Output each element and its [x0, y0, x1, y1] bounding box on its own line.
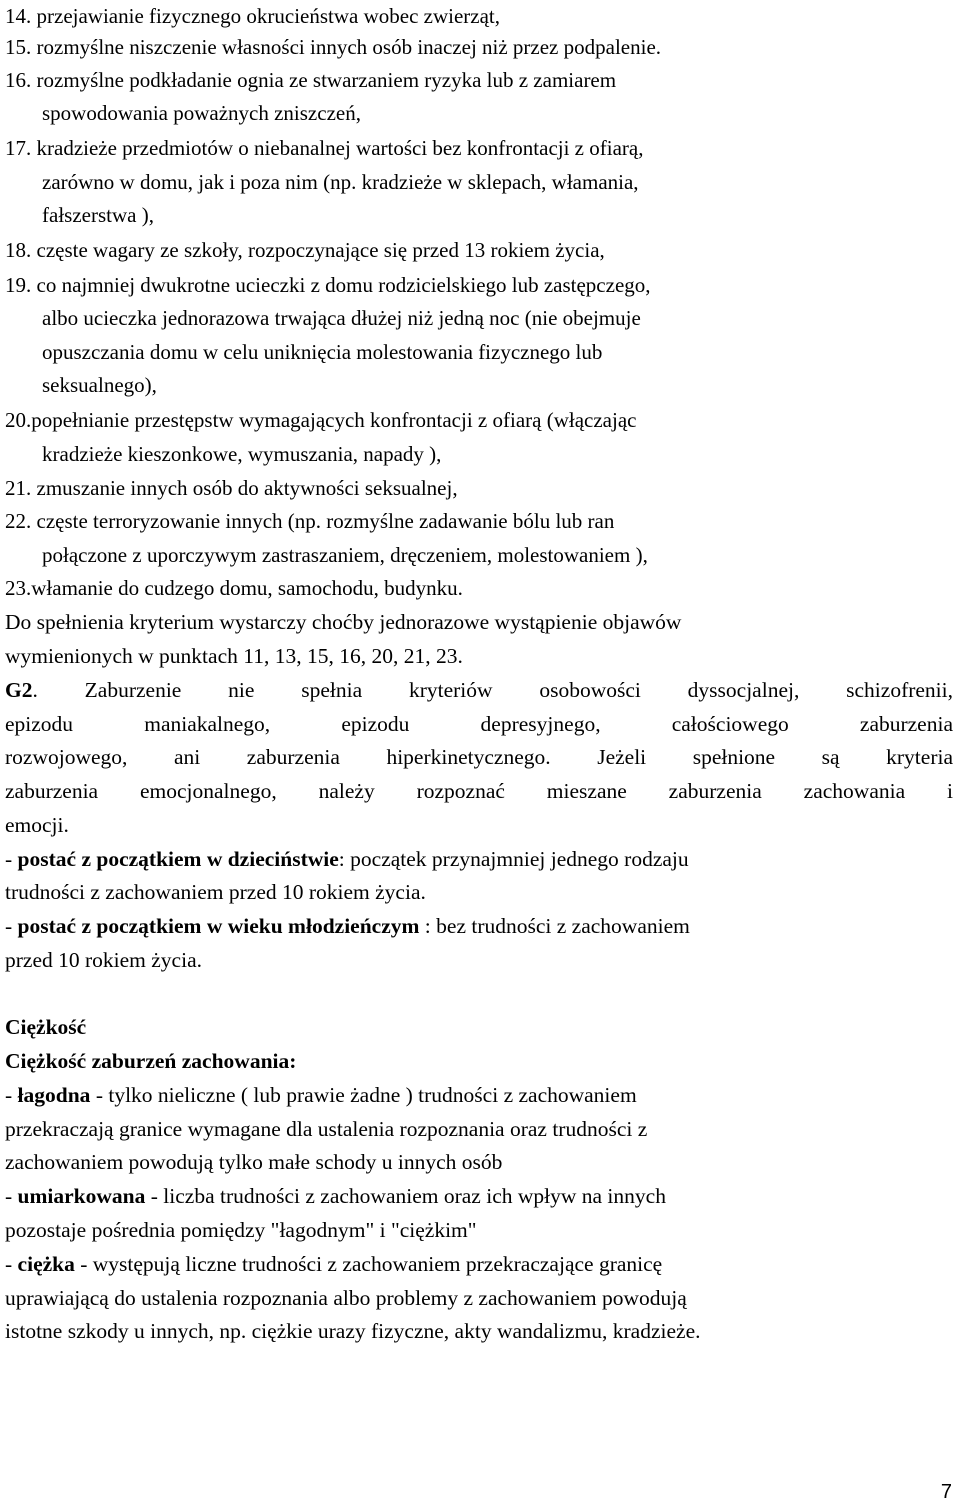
- onset-adolescent-term: postać z początkiem w wieku młodzieńczym: [17, 914, 420, 938]
- onset-childhood-cont: trudności z zachowaniem przed 10 rokiem życia.: [5, 880, 426, 904]
- list-item-17-cont: fałszerstwa ),: [42, 203, 154, 227]
- g2-paragraph-line: epizodu maniakalnego, epizodu depresyjnego, całościowego zaburzenia: [5, 712, 953, 736]
- list-item-19: 19. co najmniej dwukrotne ucieczki z domu rodzicielskiego lub zastępczego,: [5, 273, 651, 297]
- severity-severe-term: ciężka: [17, 1252, 75, 1276]
- list-item-19-cont: opuszczania domu w celu uniknięcia molestowania fizycznego lub: [42, 340, 603, 364]
- severity-mild-cont: zachowaniem powodują tylko małe schody u innych osób: [5, 1150, 503, 1174]
- severity-subheading: Ciężkość zaburzeń zachowania:: [5, 1049, 297, 1073]
- g2-paragraph-line: zaburzenia emocjonalnego, należy rozpoznać mieszane zaburzenia zachowania i: [5, 779, 953, 803]
- g2-paragraph-line: emocji.: [5, 813, 69, 837]
- severity-mild: - łagodna - tylko nieliczne ( lub prawie żadne ) trudności z zachowaniem: [5, 1083, 637, 1107]
- list-item-19-cont: seksualnego),: [42, 373, 157, 397]
- list-item-20: 20.popełnianie przestępstw wymagających konfrontacji z ofiarą (włączając: [5, 408, 637, 432]
- severity-moderate: - umiarkowana - liczba trudności z zachowaniem oraz ich wpływ na innych: [5, 1184, 666, 1208]
- list-item-21: 21. zmuszanie innych osób do aktywności seksualnej,: [5, 476, 458, 500]
- severity-moderate-term: umiarkowana: [17, 1184, 146, 1208]
- g2-label: G2: [5, 678, 33, 702]
- list-item-19-cont: albo ucieczka jednorazowa trwająca dłużej niż jedną noc (nie obejmuje: [42, 306, 641, 330]
- onset-childhood: - postać z początkiem w dzieciństwie: początek przynajmniej jednego rodzaju: [5, 847, 689, 871]
- criterion-note: Do spełnienia kryterium wystarczy choćby jednorazowe wystąpienie objawów: [5, 610, 682, 634]
- list-item-22-cont: połączone z uporczywym zastraszaniem, dręczeniem, molestowaniem ),: [42, 543, 648, 567]
- list-item-20-cont: kradzieże kieszonkowe, wymuszania, napady ),: [42, 442, 442, 466]
- list-item-17: 17. kradzieże przedmiotów o niebanalnej wartości bez konfrontacji z ofiarą,: [5, 136, 644, 160]
- criterion-note-cont: wymienionych w punktach 11, 13, 15, 16, 20, 21, 23.: [5, 644, 463, 668]
- list-item-16-cont: spowodowania poważnych zniszczeń,: [42, 101, 361, 125]
- severity-severe-cont: uprawiającą do ustalenia rozpoznania albo problemy z zachowaniem powodują: [5, 1286, 687, 1310]
- severity-heading: Ciężkość: [5, 1015, 87, 1039]
- list-item-17-cont: zarówno w domu, jak i poza nim (np. kradzieże w sklepach, włamania,: [42, 170, 639, 194]
- severity-severe: - ciężka - występują liczne trudności z zachowaniem przekraczające granicę: [5, 1252, 663, 1276]
- list-item-15: 15. rozmyślne niszczenie własności innych osób inaczej niż przez podpalenie.: [5, 35, 662, 59]
- list-item-22: 22. częste terroryzowanie innych (np. rozmyślne zadawanie bólu lub ran: [5, 509, 615, 533]
- list-item-14: 14. przejawianie fizycznego okrucieństwa wobec zwierząt,: [5, 4, 501, 28]
- onset-adolescent-cont: przed 10 rokiem życia.: [5, 948, 202, 972]
- list-item-23: 23.włamanie do cudzego domu, samochodu, budynku.: [5, 576, 463, 600]
- list-item-16: 16. rozmyślne podkładanie ognia ze stwarzaniem ryzyka lub z zamiarem: [5, 68, 617, 92]
- severity-mild-cont: przekraczają granice wymagane dla ustalenia rozpoznania oraz trudności z: [5, 1117, 648, 1141]
- severity-moderate-cont: pozostaje pośrednia pomiędzy "łagodnym" i "ciężkim": [5, 1218, 477, 1242]
- list-item-18: 18. częste wagary ze szkoły, rozpoczynające się przed 13 rokiem życia,: [5, 238, 605, 262]
- g2-paragraph-line: rozwojowego, ani zaburzenia hiperkinetycznego. Jeżeli spełnione są kryteria: [5, 745, 953, 769]
- onset-childhood-term: postać z początkiem w dzieciństwie: [17, 847, 339, 871]
- severity-mild-term: łagodna: [17, 1083, 91, 1107]
- onset-adolescent: - postać z początkiem w wieku młodzieńczym : bez trudności z zachowaniem: [5, 914, 690, 938]
- severity-severe-cont: istotne szkody u innych, np. ciężkie urazy fizyczne, akty wandalizmu, kradzieże.: [5, 1319, 701, 1343]
- g2-paragraph-line: G2. Zaburzenie nie spełnia kryteriów osobowości dyssocjalnej, schizofrenii,: [5, 678, 953, 702]
- page-number: 7: [940, 1481, 952, 1503]
